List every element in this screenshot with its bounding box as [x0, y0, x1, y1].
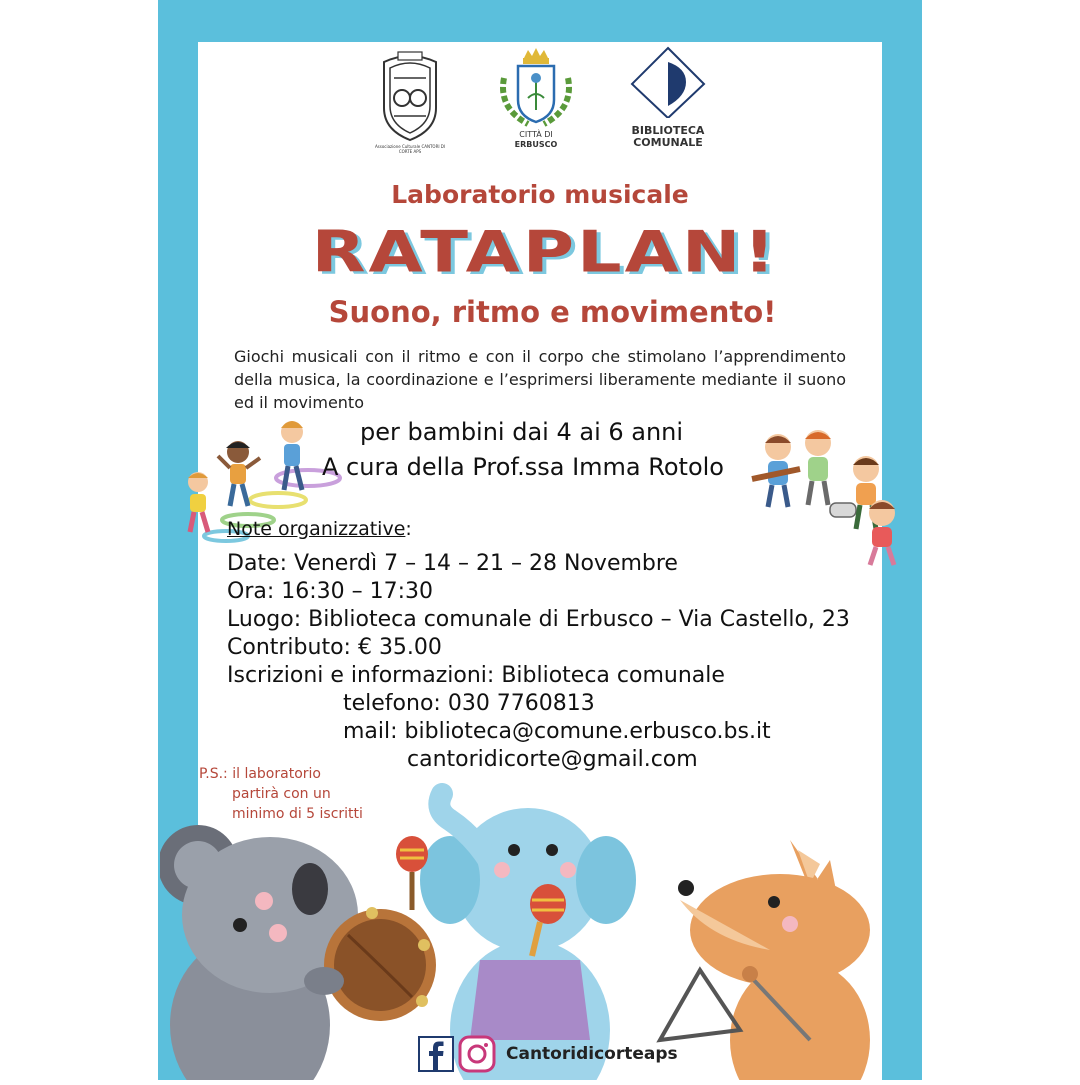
event-fee: Contributo: € 35.00	[227, 635, 442, 660]
musician-kids-illustration	[738, 425, 908, 570]
city-logo	[494, 48, 578, 152]
library-caption-line2: COMUNALE	[633, 136, 703, 149]
instagram-icon[interactable]	[458, 1035, 496, 1073]
notes-heading	[227, 518, 412, 540]
ps-line-3: minimo di 5 iscritti	[232, 806, 363, 822]
contact-mail-secondary: cantoridicorte@gmail.com	[407, 747, 698, 772]
event-time: Ora: 16:30 – 17:30	[227, 579, 434, 604]
city-crest-icon	[494, 48, 578, 130]
social-handle[interactable]: Cantoridicorteaps	[506, 1044, 678, 1064]
crest-icon	[374, 48, 446, 144]
notes-heading-colon: :	[405, 518, 412, 540]
event-tagline: Suono, ritmo e movimento!	[328, 295, 777, 329]
association-logo	[374, 48, 446, 158]
ps-line-1: P.S.: il laboratorio	[199, 766, 321, 782]
event-title: RATAPLAN!	[311, 218, 779, 286]
fox-illustration	[640, 820, 900, 1080]
ps-line-2: partirà con un	[232, 786, 331, 802]
event-place: Luogo: Biblioteca comunale di Erbusco – Via Castello, 23	[227, 607, 850, 632]
library-caption-line1: BIBLIOTECA	[631, 124, 705, 137]
workshop-subtitle: Laboratorio musicale	[391, 180, 689, 209]
curator-line: A cura della Prof.ssa Imma Rotolo	[322, 453, 724, 481]
library-logo	[628, 46, 708, 150]
signup-info: Iscrizioni e informazioni: Biblioteca comunale	[227, 663, 725, 688]
library-emblem-icon	[628, 46, 708, 118]
contact-mail: mail: biblioteca@comune.erbusco.bs.it	[343, 719, 771, 744]
city-caption-line1: CITTÀ DI	[519, 130, 553, 139]
contact-phone: telefono: 030 7760813	[343, 691, 595, 716]
city-caption-line2: ERBUSCO	[514, 140, 558, 149]
social-footer	[418, 1034, 678, 1074]
facebook-icon[interactable]	[418, 1036, 454, 1072]
age-range: per bambini dai 4 ai 6 anni	[360, 418, 684, 446]
event-dates: Date: Venerdì 7 – 14 – 21 – 28 Novembre	[227, 551, 678, 576]
association-caption: Associazione Culturale CANTORI DI CORTE APS	[374, 144, 446, 154]
event-description: Giochi musicali con il ritmo e con il corpo che stimolano l’apprendimento della musica, la coordinazione e l’esprimersi liberamente mediante il suono ed il movimento	[234, 347, 846, 412]
notes-heading-label: Note organizzative	[227, 518, 406, 540]
